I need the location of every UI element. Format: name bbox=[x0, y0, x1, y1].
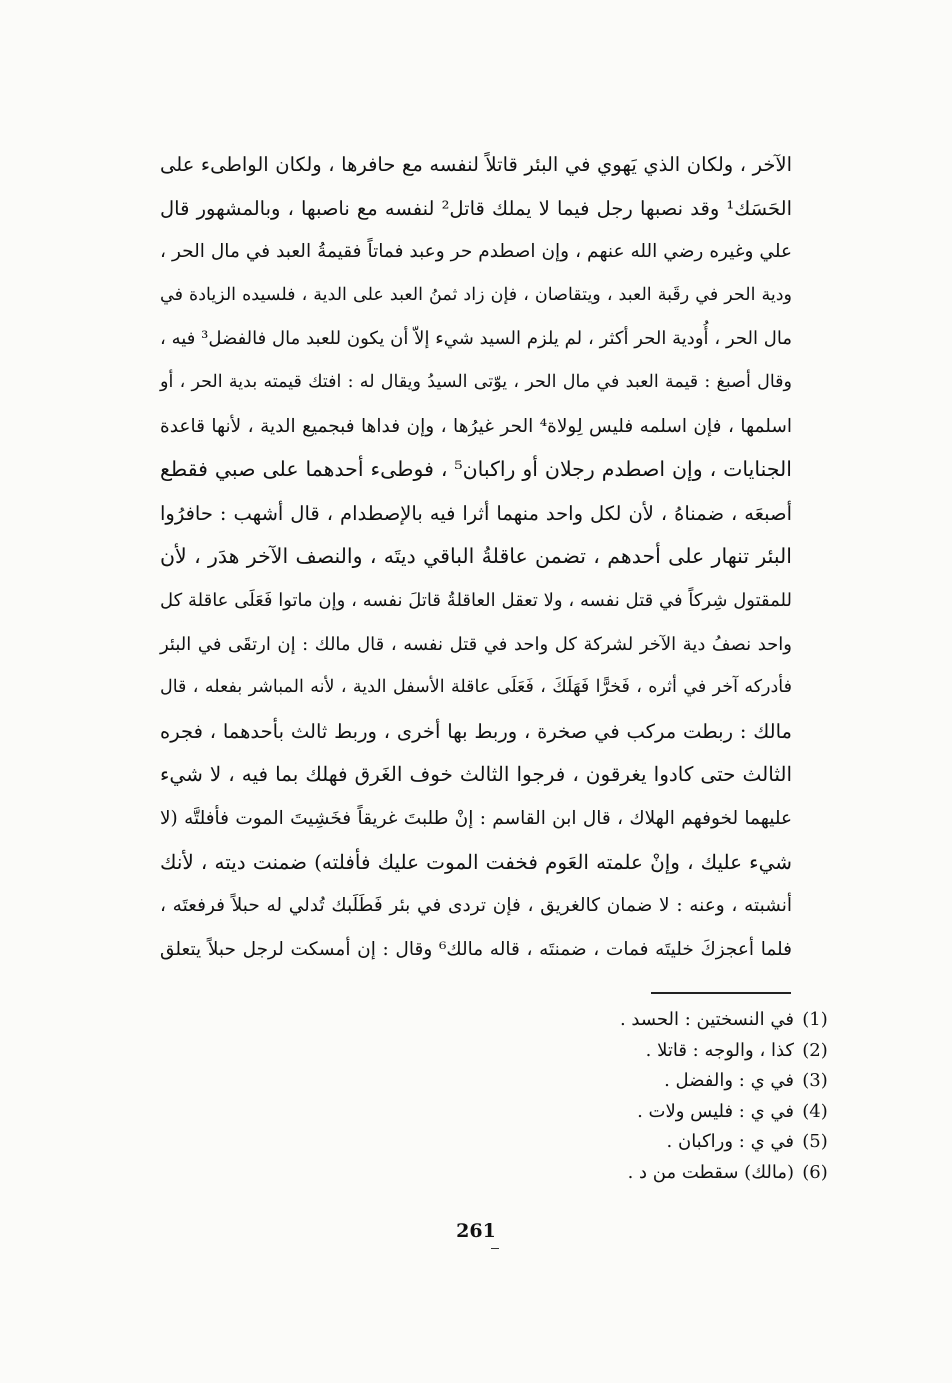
footnote-number: (5) bbox=[802, 1131, 828, 1153]
text-line: وقال أصبغ : قيمة العبد في مال الحر ، يوّتى السيدُ ويقال له : افتك قيمته بدية الحر ، أو bbox=[160, 371, 792, 392]
text-line: أنشبته ، وعنه : لا ضمان كالغريق ، فإن تردى في بئر فَطَلَبك تُدلي له حبلاً فرفعتَه ، bbox=[160, 895, 792, 917]
footnote-text: في ي : والفضل . bbox=[664, 1070, 794, 1092]
text-line: مالك : ربطت مركب في صخرة ، وربط بها أخرى ، وربط ثالث بأحدهما ، فجره bbox=[160, 719, 792, 743]
text-line: ودية الحر في رقَبة العبد ، ويتقاصان ، فإن زاد ثمنُ العبد على الدية ، فلسيده الزيادة في bbox=[160, 284, 792, 305]
page-number-mark bbox=[491, 1248, 499, 1249]
footnotes bbox=[560, 1005, 836, 1189]
footnote-text: في ي : فليس ولات . bbox=[637, 1100, 794, 1122]
footnote-number: (1) bbox=[802, 1009, 828, 1030]
text-line: عليهما لخوفهم الهلاك ، قال ابن القاسم : إنْ طلبتَ غريقاً فخَشِيتَ الموت فأفلتَّه (لا bbox=[160, 807, 792, 829]
text-line: الثالث حتى كادوا يغرقون ، فرجوا الثالث خوف الغَرق فهلك بما فيه ، لا شيء bbox=[160, 762, 792, 787]
text-line: علي وغيره رضي الله عنهم ، وإن اصطدم حر وعبد فماتاً فقيمةُ العبد في مال الحر ، bbox=[160, 241, 792, 263]
footnote-text: (مالك) سقطت من د . bbox=[627, 1161, 794, 1183]
footnote-item bbox=[560, 1066, 836, 1097]
footnote-number: (4) bbox=[802, 1100, 828, 1122]
text-line: الحَسَك¹ وقد نصبها رجل فيما لا يملك قاتل² لنفسه مع ناصبها ، وبالمشهور قال bbox=[160, 196, 792, 220]
page-number: 261 bbox=[456, 1220, 496, 1242]
text-line: فلما أعجزكَ خليتَه فمات ، ضمنتَه ، قاله مالك⁶ وقال : إن أمسكت لرجل حبلاً يتعلق bbox=[160, 938, 792, 960]
text-line: مال الحر ، أُودية الحر أكثر ، لم يلزم السيد شيء إلاّ أن يكون للعبد مال فالفضل³ فيه ، bbox=[160, 328, 792, 350]
text-line: الآخر ، ولكان الذي يَهوي في البئر قاتلاً لنفسه مع حافرها ، ولكان الواطىء على bbox=[160, 153, 792, 176]
footnote-number: (6) bbox=[802, 1161, 828, 1183]
footnote-item bbox=[560, 1005, 836, 1036]
footnote-item bbox=[560, 1036, 836, 1067]
text-line: للمقتول شِركاً في قتل نفسه ، ولا تعقل العاقلةُ قاتلَ نفسه ، وإن ماتوا فَعَلَى عاقلة كل bbox=[160, 589, 792, 611]
footnote-number: (3) bbox=[802, 1070, 828, 1092]
footnote-text: في ي : وراكبان . bbox=[666, 1131, 794, 1153]
text-line: فأدركه آخر في أثره ، فَخرًّا فَهَلَكَ ، فَعَلَى عاقلة الأسفل الدية ، لأنه المباشر بفعله ، قال bbox=[160, 677, 792, 698]
text-line: البئر تنهار على أحدهم ، تضمن عاقلةُ الباقي ديتَه ، والنصف الآخر هدَر ، لأن bbox=[160, 544, 792, 569]
text-line: اسلمها ، فإن اسلمه فليس لِولاة⁴ الحر غيرُها ، وإن فداها فبجميع الدية ، لأنها قاعدة bbox=[160, 415, 792, 437]
main-paragraph bbox=[160, 143, 792, 971]
footnote-item bbox=[560, 1127, 836, 1158]
footnote-item bbox=[560, 1158, 836, 1189]
text-line: الجنايات ، وإن اصطدم رجلان أو راكبان⁵ ، فوطىء أحدهما على صبي فقطع bbox=[160, 457, 792, 482]
footnote-text: كذا ، والوجه : قاتلا . bbox=[645, 1039, 794, 1061]
text-line: واحد نصفُ دية الآخر لشركة كل واحد في قتل نفسه ، قال مالك : إن ارتقَى في البئر bbox=[160, 633, 792, 655]
text-line: أصبعَه ، ضمناهُ ، لأن لكل واحد منهما أثرا فيه بالإصطدام ، قال أشهب : حافرُوا bbox=[160, 501, 792, 525]
footnote-item bbox=[560, 1097, 836, 1128]
footnote-separator bbox=[651, 992, 791, 994]
text-line: شيء عليك ، وإنْ علمته العَوم فخفت الموت عليك فأفلته) ضمنت ديته ، لأنك bbox=[160, 849, 793, 874]
footnote-number: (2) bbox=[802, 1039, 828, 1061]
footnote-text: في النسختين : الحسد . bbox=[619, 1009, 794, 1030]
